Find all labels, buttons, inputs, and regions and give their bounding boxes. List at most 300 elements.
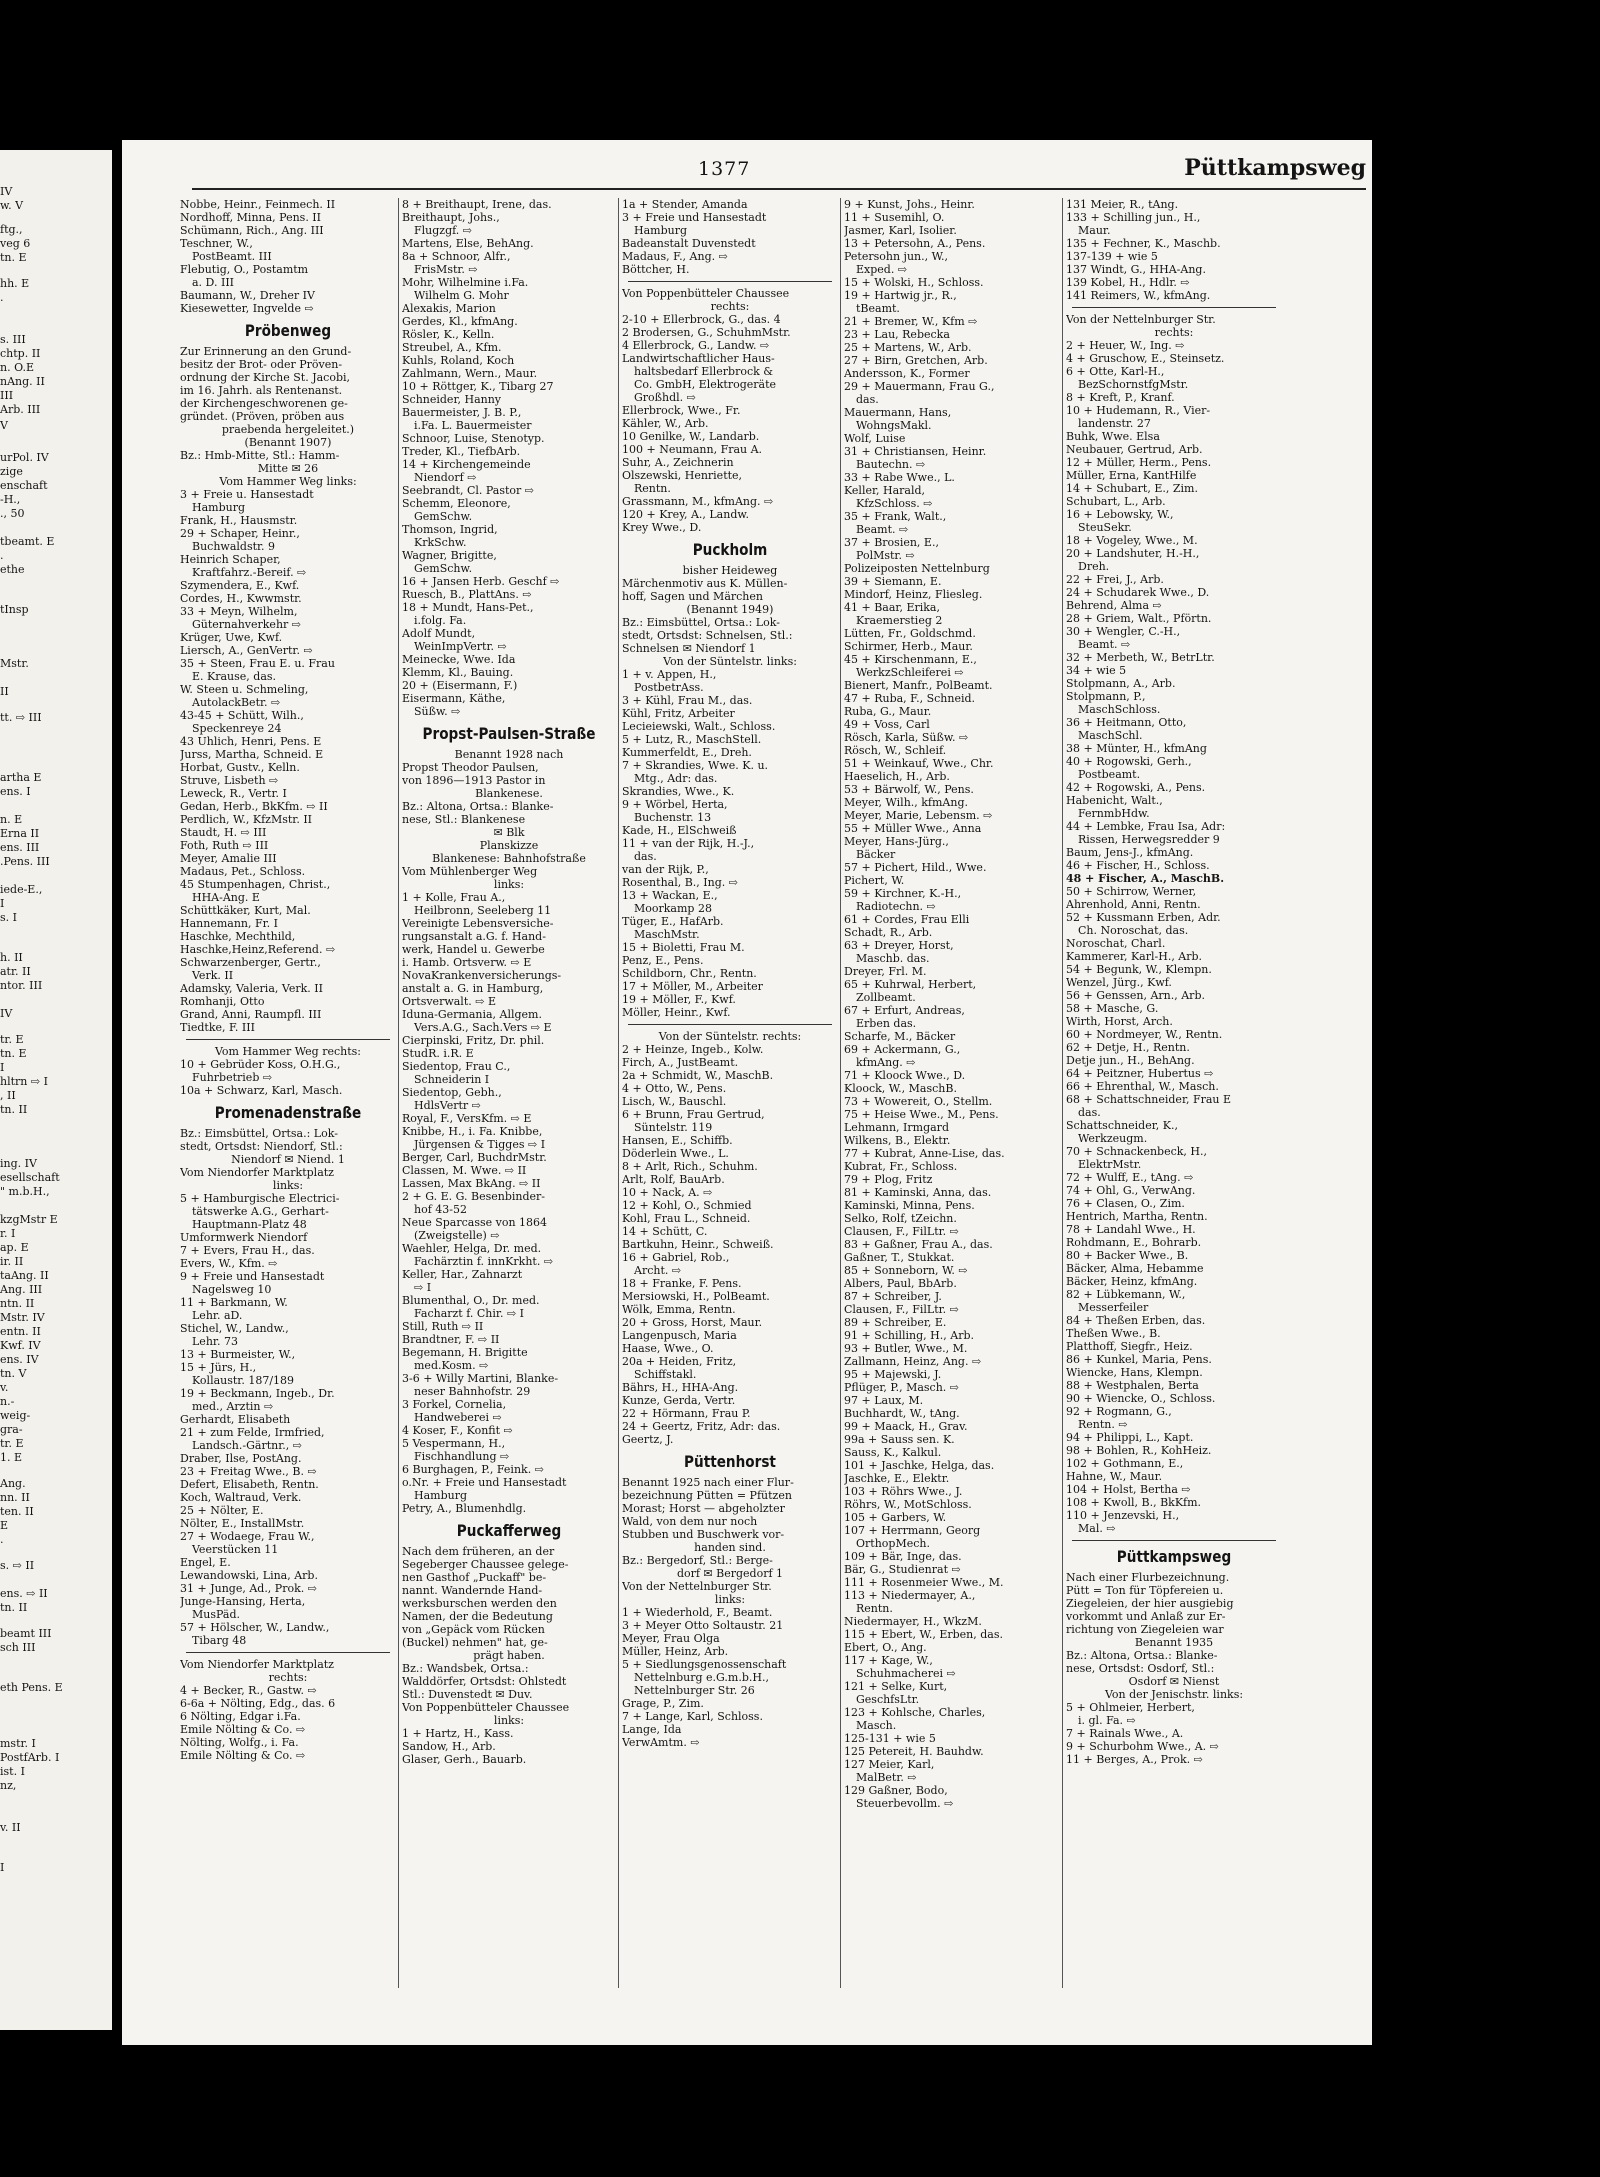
directory-entry: 4 + Otto, W., Pens. (622, 1082, 727, 1095)
directory-entry: van der Rijk, P., (622, 863, 709, 876)
directory-entry: Kloock, W., MaschB. (844, 1082, 957, 1095)
directory-entry: 19 + Hartwig jr., R., (844, 289, 957, 302)
left-page-text-line: atr. II (0, 966, 31, 978)
directory-entry: Hauptmann-Platz 48 (192, 1218, 307, 1231)
directory-entry: Frank, H., Hausmstr. (180, 514, 298, 527)
directory-entry: SteuSekr. (1078, 521, 1132, 534)
directory-entry: 87 + Schreiber, J. (844, 1290, 942, 1303)
directory-entry: 31 + Junge, Ad., Prok. ⇨ (180, 1582, 317, 1595)
directory-entry: rungsanstalt a.G. f. Hand- (402, 930, 546, 943)
directory-entry: Segeberger Chaussee gelege- (402, 1558, 569, 1571)
directory-entry: Kühl, Fritz, Arbeiter (622, 707, 735, 720)
directory-entry: Schnoor, Luise, Stenotyp. (402, 432, 545, 445)
directory-entry: 8a + Schnoor, Alfr., (402, 250, 511, 263)
directory-entry: stedt, Ortsdst: Schnelsen, Stl.: (622, 629, 793, 642)
directory-entry: Schnelsen ✉ Niendorf 1 (622, 642, 756, 655)
directory-entry: vorkommt und Anlaß zur Er- (1066, 1610, 1226, 1623)
directory-entry: 137-139 + wie 5 (1066, 250, 1158, 263)
directory-entry: nannt. Wandernde Hand- (402, 1584, 543, 1597)
left-page-text-line: ntn. II (0, 1298, 35, 1310)
directory-entry: Schubart, L., Arb. (1066, 495, 1166, 508)
directory-entry: HHA-Ang. E (192, 891, 260, 904)
directory-entry: rechts: (268, 1671, 308, 1684)
directory-entry: stedt, Ortsdst: Niendorf, Stl.: (180, 1140, 343, 1153)
directory-entry: bisher Heideweg (682, 564, 778, 577)
directory-entry: anstalt a. G. in Hamburg, (402, 982, 544, 995)
directory-entry: Maschb. das. (856, 952, 930, 965)
left-page-text-line: h. II (0, 952, 23, 964)
left-page-text-line: veg 6 (0, 238, 31, 250)
directory-entry: 127 Meier, Karl, (844, 1758, 935, 1771)
directory-entry: Sandow, H., Arb. (402, 1740, 496, 1753)
left-page-text-line: taAng. II (0, 1270, 49, 1282)
directory-entry: Nölting, Wolfg., i. Fa. (180, 1736, 299, 1749)
directory-entry: 63 + Dreyer, Horst, (844, 939, 954, 952)
directory-entry: Kähler, W., Arb. (622, 417, 709, 430)
left-page-text-line: v. II (0, 1822, 21, 1834)
directory-entry: Martens, Else, BehAng. (402, 237, 534, 250)
directory-entry: i. Hamb. Ortsverw. ⇨ E (402, 956, 532, 969)
directory-entry: KrkSchw. (414, 536, 467, 549)
directory-entry: Hamburg (634, 224, 688, 237)
directory-entry: Niendorf ⇨ (414, 471, 477, 484)
left-page-text-line: tn. E (0, 252, 27, 264)
directory-entry: 79 + Plog, Fritz (844, 1173, 933, 1186)
directory-entry: 11 + van der Rijk, H.-J., (622, 837, 755, 850)
directory-entry: StudR. i.R. E (402, 1047, 474, 1060)
directory-entry: Fischhandlung ⇨ (414, 1450, 510, 1463)
directory-entry: Co. GmbH, Elektrogeräte (634, 378, 777, 391)
directory-entry: 30 + Wengler, C.-H., (1066, 625, 1181, 638)
directory-entry: 27 + Wodaege, Frau W., (180, 1530, 315, 1543)
directory-entry: 135 + Fechner, K., Maschb. (1066, 237, 1221, 250)
directory-entry: 5 + Lutz, R., MaschStell. (622, 733, 762, 746)
left-page-text-line: E (0, 1520, 9, 1532)
directory-entry: 5 Vespermann, H., (402, 1437, 506, 1450)
directory-entry: 110 + Jenzevski, H., (1066, 1509, 1180, 1522)
directory-entry: 9 + Kunst, Johs., Heinr. (844, 198, 975, 211)
directory-entry: neser Bahnhofstr. 29 (414, 1385, 531, 1398)
left-page-text-line: ens. ⇨ II (0, 1588, 48, 1600)
directory-entry: FrisMstr. ⇨ (414, 263, 478, 276)
directory-entry: 13 + Petersohn, A., Pens. (844, 237, 986, 250)
directory-entry: Döderlein Wwe., L. (622, 1147, 729, 1160)
directory-entry: dorf ✉ Bergedorf 1 (676, 1567, 784, 1580)
directory-entry: Pflüger, P., Masch. ⇨ (844, 1381, 960, 1394)
directory-entry: Schattschneider, K., (1066, 1119, 1178, 1132)
directory-entry: links: (493, 1714, 525, 1727)
directory-entry: 59 + Kirchner, K.-H., (844, 887, 962, 900)
directory-entry: Adamsky, Valeria, Verk. II (180, 982, 323, 995)
page-number: 1377 (698, 158, 751, 180)
left-page-text-line: I (0, 898, 5, 910)
directory-entry: Kuhls, Roland, Koch (402, 354, 515, 367)
directory-entry: GeschfsLtr. (856, 1693, 920, 1706)
directory-entry: Classen, M. Wwe. ⇨ II (402, 1164, 527, 1177)
directory-entry: Blankenese: Bahnhofstraße (432, 852, 586, 865)
directory-entry: Vom Hammer Weg links: (219, 475, 357, 488)
directory-entry: Clausen, F., FilLtr. ⇨ (844, 1303, 959, 1316)
directory-entry: nese, Ortsdst: Osdorf, Stl.: (1066, 1662, 1215, 1675)
street-heading: Püttenhorst (684, 1452, 776, 1471)
directory-entry: 37 + Brosien, E., (844, 536, 939, 549)
directory-entry: Buhk, Wwe. Elsa (1066, 430, 1160, 443)
left-page-text-line: kzgMstr E (0, 1214, 58, 1226)
directory-entry: 60 + Nordmeyer, W., Rentn. (1066, 1028, 1223, 1041)
directory-entry: Mtg., Adr: das. (634, 772, 718, 785)
directory-entry: Fachärztin f. innKrkht. ⇨ (414, 1255, 554, 1268)
directory-entry: Thomson, Ingrid, (402, 523, 498, 536)
directory-entry: 1 + v. Appen, H., (622, 668, 717, 681)
left-page-text-line: IV (0, 186, 13, 198)
directory-entry: das. (856, 393, 879, 406)
directory-entry: Röhrs, W., MotSchloss. (844, 1498, 972, 1511)
left-page-text-line: entn. II (0, 1326, 41, 1338)
directory-entry: OrthopMech. (856, 1537, 930, 1550)
directory-entry: 66 + Ehrenthal, W., Masch. (1066, 1080, 1219, 1093)
directory-entry: Wirth, Horst, Arch. (1066, 1015, 1173, 1028)
directory-entry: 20a + Heiden, Fritz, (622, 1355, 737, 1368)
directory-entry: Perdlich, W., KfzMstr. II (180, 813, 313, 826)
directory-entry: Landsch.-Gärtnr., ⇨ (192, 1439, 302, 1452)
directory-entry: Defert, Elisabeth, Rentn. (180, 1478, 319, 1491)
directory-entry: Foth, Ruth ⇨ III (180, 839, 269, 852)
directory-entry: Emile Nölting & Co. ⇨ (180, 1723, 306, 1736)
directory-entry: 102 + Gothmann, E., (1066, 1457, 1184, 1470)
directory-entry: WeinImpVertr. ⇨ (414, 640, 507, 653)
directory-entry: Rosenthal, B., Ing. ⇨ (622, 876, 738, 889)
directory-entry: 10 + Nack, A. ⇨ (622, 1186, 713, 1199)
directory-entry: Kraemerstieg 2 (856, 614, 943, 627)
directory-entry: Kohl, Frau L., Schneid. (622, 1212, 751, 1225)
directory-entry: Lecieiewski, Walt., Schloss. (622, 720, 776, 733)
directory-entry: Langenpusch, Maria (622, 1329, 737, 1342)
directory-entry: 133 + Schilling jun., H., (1066, 211, 1201, 224)
directory-entry: Osdorf ✉ Nienst (1128, 1675, 1220, 1688)
left-page-text-line: 1. E (0, 1452, 23, 1464)
directory-entry: 7 + Evers, Frau H., das. (180, 1244, 315, 1257)
directory-entry: 1 + Wiederhold, F., Beamt. (622, 1606, 773, 1619)
directory-entry: 6 + Brunn, Frau Gertrud, (622, 1108, 765, 1121)
directory-entry: Behrend, Alma ⇨ (1066, 599, 1162, 612)
directory-entry: Bäcker, Heinz, kfmAng. (1066, 1275, 1198, 1288)
directory-entry: 45 + Kirschenmann, E., (844, 653, 977, 666)
directory-entry: 62 + Detje, H., Rentn. (1066, 1041, 1190, 1054)
directory-entry: Stolpmann, A., Arb. (1066, 677, 1176, 690)
directory-entry: das. (1078, 1106, 1101, 1119)
directory-entry: Exped. ⇨ (856, 263, 908, 276)
directory-entry: Lewandowski, Lina, Arb. (180, 1569, 318, 1582)
directory-entry: Jaschke, E., Elektr. (844, 1472, 950, 1485)
directory-entry: 137 Windt, G., HHA-Ang. (1066, 263, 1206, 276)
directory-entry: 94 + Philippi, L., Kapt. (1066, 1431, 1194, 1444)
directory-entry: 20 + (Eisermann, F.) (402, 679, 518, 692)
directory-entry: 33 + Rabe Wwe., L. (844, 471, 955, 484)
directory-entry: Kraftfahrz.-Bereif. ⇨ (192, 566, 307, 579)
directory-entry: 101 + Jaschke, Helga, das. (844, 1459, 995, 1472)
directory-entry: Namen, der die Bedeutung (402, 1610, 553, 1623)
column-separator (398, 198, 399, 1988)
directory-entry: Erben das. (856, 1017, 917, 1030)
directory-entry: WerkzSchleiferei ⇨ (856, 666, 964, 679)
directory-entry: Struve, Lisbeth ⇨ (180, 774, 279, 787)
left-page-text-line: sch III (0, 1642, 36, 1654)
directory-entry: hoff, Sagen und Märchen (622, 590, 763, 603)
left-page-text-line: tr. E (0, 1034, 24, 1046)
directory-entry: 38 + Münter, H., kfmAng (1066, 742, 1207, 755)
directory-entry: 105 + Garbers, W. (844, 1511, 947, 1524)
left-page-text-line: tn. II (0, 1602, 28, 1614)
directory-entry: Detje jun., H., BehAng. (1066, 1054, 1195, 1067)
directory-entry: Nordhoff, Minna, Pens. II (180, 211, 322, 224)
left-page-text-line: IV (0, 1008, 13, 1020)
directory-entry: ⇨ I (414, 1281, 432, 1294)
directory-entry: Buchwaldstr. 9 (192, 540, 276, 553)
directory-entry: (Zweigstelle) ⇨ (414, 1229, 500, 1242)
directory-entry: 2 Brodersen, G., SchuhmMstr. (622, 326, 791, 339)
directory-entry: 9 + Freie und Hansestadt (180, 1270, 325, 1283)
directory-entry: Leweck, R., Vertr. I (180, 787, 287, 800)
directory-entry: Gerhardt, Elisabeth (180, 1413, 291, 1426)
left-page-text-line: .Pens. III (0, 856, 50, 868)
directory-entry: 2 + Heinze, Ingeb., Kolw. (622, 1043, 764, 1056)
directory-entry: Teschner, W., (180, 237, 253, 250)
directory-entry: 51 + Weinkauf, Wwe., Chr. (844, 757, 994, 770)
directory-entry: Meinecke, Wwe. Ida (402, 653, 516, 666)
directory-entry: Schneider, Hanny (402, 393, 502, 406)
directory-entry: Schadt, R., Arb. (844, 926, 933, 939)
directory-entry: Landwirtschaftlicher Haus- (622, 352, 775, 365)
directory-entry: Süntelstr. 119 (634, 1121, 713, 1134)
directory-entry: Bährs, H., HHA-Ang. (622, 1381, 739, 1394)
left-page-text-line: nAng. II (0, 376, 45, 388)
street-heading: Pröbenweg (244, 321, 332, 340)
directory-entry: Nobbe, Heinr., Feinmech. II (180, 198, 336, 211)
directory-entry: 36 + Heitmann, Otto, (1066, 716, 1187, 729)
left-page-text-line: Mstr. (0, 658, 29, 670)
directory-entry: Beamt. ⇨ (856, 523, 909, 536)
street-heading: Promenadenstraße (214, 1103, 362, 1122)
directory-entry: 34 + wie 5 (1066, 664, 1127, 677)
directory-entry: 95 + Majewski, J. (844, 1368, 942, 1381)
directory-entry: Petersohn jun., W., (844, 250, 948, 263)
directory-entry: Hamburg (414, 1489, 468, 1502)
directory-entry: Masch. (856, 1719, 897, 1732)
directory-entry: Tiedtke, F. III (180, 1021, 255, 1034)
directory-entry: 1 + Kolle, Frau A., (402, 891, 506, 904)
directory-entry: 108 + Kwoll, B., BkKfm. (1066, 1496, 1202, 1509)
directory-entry: Veerstücken 11 (192, 1543, 279, 1556)
directory-entry: Lassen, Max BkAng. ⇨ II (402, 1177, 541, 1190)
directory-entry: 22 + Frei, J., Arb. (1066, 573, 1164, 586)
left-page-text-line: hh. E (0, 278, 30, 290)
directory-entry: 69 + Ackermann, G., (844, 1043, 961, 1056)
directory-entry: Kaminski, Minna, Pens. (844, 1199, 975, 1212)
directory-entry: 45 Stumpenhagen, Christ., (180, 878, 331, 891)
directory-entry: 10 + Gebrüder Koss, O.H.G., (180, 1058, 341, 1071)
left-page-text-line: tr. E (0, 1438, 24, 1450)
directory-entry: 78 + Landahl Wwe., H. (1066, 1223, 1196, 1236)
directory-entry: Geertz, J. (622, 1433, 674, 1446)
left-page-text-line: Ang. III (0, 1284, 43, 1296)
directory-entry: Flugzgf. ⇨ (414, 224, 473, 237)
directory-entry: Wald, von dem nur noch (622, 1515, 758, 1528)
left-page-text-line: Arb. III (0, 404, 41, 416)
directory-entry: 16 + Jansen Herb. Geschf ⇨ (402, 575, 560, 588)
directory-entry: MaschSchloss. (1078, 703, 1161, 716)
directory-entry: Kammerer, Karl-H., Arb. (1066, 950, 1203, 963)
directory-entry: 86 + Kunkel, Maria, Pens. (1066, 1353, 1212, 1366)
directory-entry: 104 + Holst, Bertha ⇨ (1066, 1483, 1191, 1496)
directory-entry: Von Poppenbütteler Chaussee (402, 1701, 570, 1714)
directory-entry: Bz.: Eimsbüttel, Ortsa.: Lok- (622, 616, 780, 629)
directory-entry: Nach dem früheren, an der (402, 1545, 555, 1558)
directory-entry: Bz.: Hmb-Mitte, Stl.: Hamm- (180, 449, 340, 462)
directory-entry: 3 + Kühl, Frau M., das. (622, 694, 753, 707)
directory-entry: MusPäd. (192, 1608, 240, 1621)
left-page-text-line: ten. II (0, 1506, 34, 1518)
directory-entry: Propst Theodor Paulsen, (402, 761, 539, 774)
directory-entry: 18 + Mundt, Hans-Pet., (402, 601, 534, 614)
directory-entry: Zallmann, Heinz, Ang. ⇨ (844, 1355, 982, 1368)
left-page-text-line: ethe (0, 564, 25, 576)
directory-entry: 42 + Rogowski, A., Pens. (1066, 781, 1206, 794)
directory-entry: 22 + Hörmann, Frau P. (622, 1407, 751, 1420)
directory-entry: i.Fa. L. Bauermeister (414, 419, 532, 432)
directory-entry: 7 + Lange, Karl, Schloss. (622, 1710, 763, 1723)
directory-entry: Treder, Kl., TiefbArb. (402, 445, 521, 458)
directory-entry: Schwarzenberger, Gertr., (180, 956, 321, 969)
left-page-text-line: tn. E (0, 1048, 27, 1060)
directory-entry: 43 Uhlich, Henri, Pens. E (180, 735, 322, 748)
left-page-text-line: PostfArb. I (0, 1752, 60, 1764)
directory-entry: tätswerke A.G., Gerhart- (192, 1205, 329, 1218)
directory-entry: Noroschat, Charl. (1066, 937, 1166, 950)
left-page-text-line: V (0, 420, 8, 432)
directory-entry: Ellerbrock, Wwe., Fr. (622, 404, 741, 417)
section-rule (628, 1024, 832, 1025)
directory-entry: 81 + Kaminski, Anna, das. (844, 1186, 992, 1199)
directory-entry: das. (634, 850, 657, 863)
directory-entry: Güternahverkehr ⇨ (192, 618, 302, 631)
left-page-text-line: ens. I (0, 786, 31, 798)
directory-entry: (Buckel) nehmen" hat, ge- (402, 1636, 548, 1649)
directory-entry: Kollaustr. 187/189 (192, 1374, 295, 1387)
directory-entry: 24 + Schudarek Wwe., D. (1066, 586, 1210, 599)
left-page-text-line: , II (0, 1090, 16, 1102)
directory-entry: 58 + Masche, G. (1066, 1002, 1159, 1015)
directory-entry: Szymendera, E., Kwf. (180, 579, 300, 592)
left-page-text-line: nz, (0, 1780, 17, 1792)
left-page-text-line: " m.b.H., (0, 1186, 50, 1198)
directory-entry: Suhr, A., Zeichnerin (622, 456, 734, 469)
directory-entry: werksburschen werden den (402, 1597, 557, 1610)
directory-entry: Wagner, Brigitte, (402, 549, 497, 562)
directory-entry: Ruba, G., Maur. (844, 705, 932, 718)
directory-entry: GemSchw. (414, 510, 473, 523)
directory-entry: 23 + Freitag Wwe., B. ⇨ (180, 1465, 317, 1478)
directory-entry: 7 + Rainals Wwe., A. (1066, 1727, 1184, 1740)
directory-entry: Glaser, Gerh., Bauarb. (402, 1753, 527, 1766)
directory-entry: hof 43-52 (414, 1203, 467, 1216)
directory-entry: Skrandies, Wwe., K. (622, 785, 735, 798)
directory-entry: Vom Hammer Weg rechts: (214, 1045, 361, 1058)
directory-entry: Walddörfer, Ortsdst: Ohlstedt (402, 1675, 567, 1688)
directory-entry: 3-6 + Willy Martini, Blanke- (402, 1372, 559, 1385)
directory-entry: Bienert, Manfr., PolBeamt. (844, 679, 993, 692)
directory-entry: gründet. (Pröven, pröben aus (180, 410, 345, 423)
directory-entry: 14 + Kirchengemeinde (402, 458, 531, 471)
directory-entry: Cierpinski, Fritz, Dr. phil. (402, 1034, 545, 1047)
directory-entry: Arlt, Rolf, BauArb. (622, 1173, 725, 1186)
directory-entry: (Benannt 1949) (686, 603, 774, 616)
directory-entry: Brandtner, F. ⇨ II (402, 1333, 500, 1346)
left-page-text-line: hltrn ⇨ I (0, 1076, 48, 1088)
directory-entry: Bauermeister, J. B. P., (402, 406, 522, 419)
directory-entry: 14 + Schütt, C. (622, 1225, 708, 1238)
directory-entry: Hahne, W., Maur. (1066, 1470, 1163, 1483)
directory-entry: Badeanstalt Duvenstedt (622, 237, 756, 250)
directory-entry: Junge-Hansing, Herta, (180, 1595, 306, 1608)
left-page-text-line: urPol. IV (0, 452, 49, 464)
directory-entry: MaschSchl. (1078, 729, 1143, 742)
directory-entry: Ziegeleien, der hier ausgiebig (1066, 1597, 1234, 1610)
directory-entry: 83 + Gaßner, Frau A., das. (844, 1238, 993, 1251)
directory-entry: Neubauer, Gertrud, Arb. (1066, 443, 1203, 456)
left-page-text-line: III (0, 390, 14, 402)
directory-entry: Nettelnburger Str. 26 (634, 1684, 755, 1697)
directory-entry: 93 + Butler, Wwe., M. (844, 1342, 968, 1355)
directory-entry: Krüger, Uwe, Kwf. (180, 631, 283, 644)
directory-entry: Jurss, Martha, Schneid. E (180, 748, 324, 761)
directory-entry: Vom Niendorfer Marktplatz (180, 1166, 334, 1179)
directory-entry: AutolackBetr. ⇨ (192, 696, 281, 709)
directory-entry: Royal, F., VersKfm. ⇨ E (402, 1112, 532, 1125)
left-page-text-line: eth Pens. E (0, 1682, 63, 1694)
directory-entry: Breithaupt, Johs., (402, 211, 500, 224)
directory-entry: Hannemann, Fr. I (180, 917, 279, 930)
left-page-text-line: tt. ⇨ III (0, 712, 42, 724)
directory-entry: Buchenstr. 13 (634, 811, 712, 824)
directory-entry: Heinrich Schaper, (180, 553, 281, 566)
directory-entry: Seebrandt, Cl. Pastor ⇨ (402, 484, 535, 497)
directory-entry: Nettelnburg e.G.m.b.H., (634, 1671, 769, 1684)
directory-entry: Wenzel, Jürg., Kwf. (1066, 976, 1172, 989)
directory-entry: kfmAng. ⇨ (856, 1056, 916, 1069)
header-rule (192, 188, 1366, 190)
directory-entry: Schildborn, Chr., Rentn. (622, 967, 757, 980)
directory-page (122, 140, 1372, 2045)
directory-entry: Eisermann, Käthe, (402, 692, 506, 705)
directory-entry: 72 + Wulff, E., tAng. ⇨ (1066, 1171, 1194, 1184)
left-page-text-line: n. O.E (0, 362, 34, 374)
directory-entry: 76 + Clasen, O., Zim. (1066, 1197, 1185, 1210)
directory-entry: Benannt 1925 nach einer Flur- (622, 1476, 794, 1489)
directory-entry: 10 Genilke, W., Landarb. (622, 430, 760, 443)
directory-entry: Madaus, F., Ang. ⇨ (622, 250, 728, 263)
directory-entry: Haschke, Mechthild, (180, 930, 296, 943)
left-page-text-line: ing. IV (0, 1158, 37, 1170)
directory-entry: Neue Sparcasse von 1864 (402, 1216, 548, 1229)
directory-entry: 6 + Otte, Karl-H., (1066, 365, 1165, 378)
directory-entry: Messerfeiler (1078, 1301, 1149, 1314)
directory-entry: Großhdl. ⇨ (634, 391, 696, 404)
directory-entry: 70 + Schnackenbeck, H., (1066, 1145, 1208, 1158)
directory-entry: Hansen, E., Schiffb. (622, 1134, 733, 1147)
directory-entry: Haschke,Heinz,Referend. ⇨ (180, 943, 336, 956)
column-separator (840, 198, 841, 1988)
directory-entry: Streubel, A., Kfm. (402, 341, 502, 354)
